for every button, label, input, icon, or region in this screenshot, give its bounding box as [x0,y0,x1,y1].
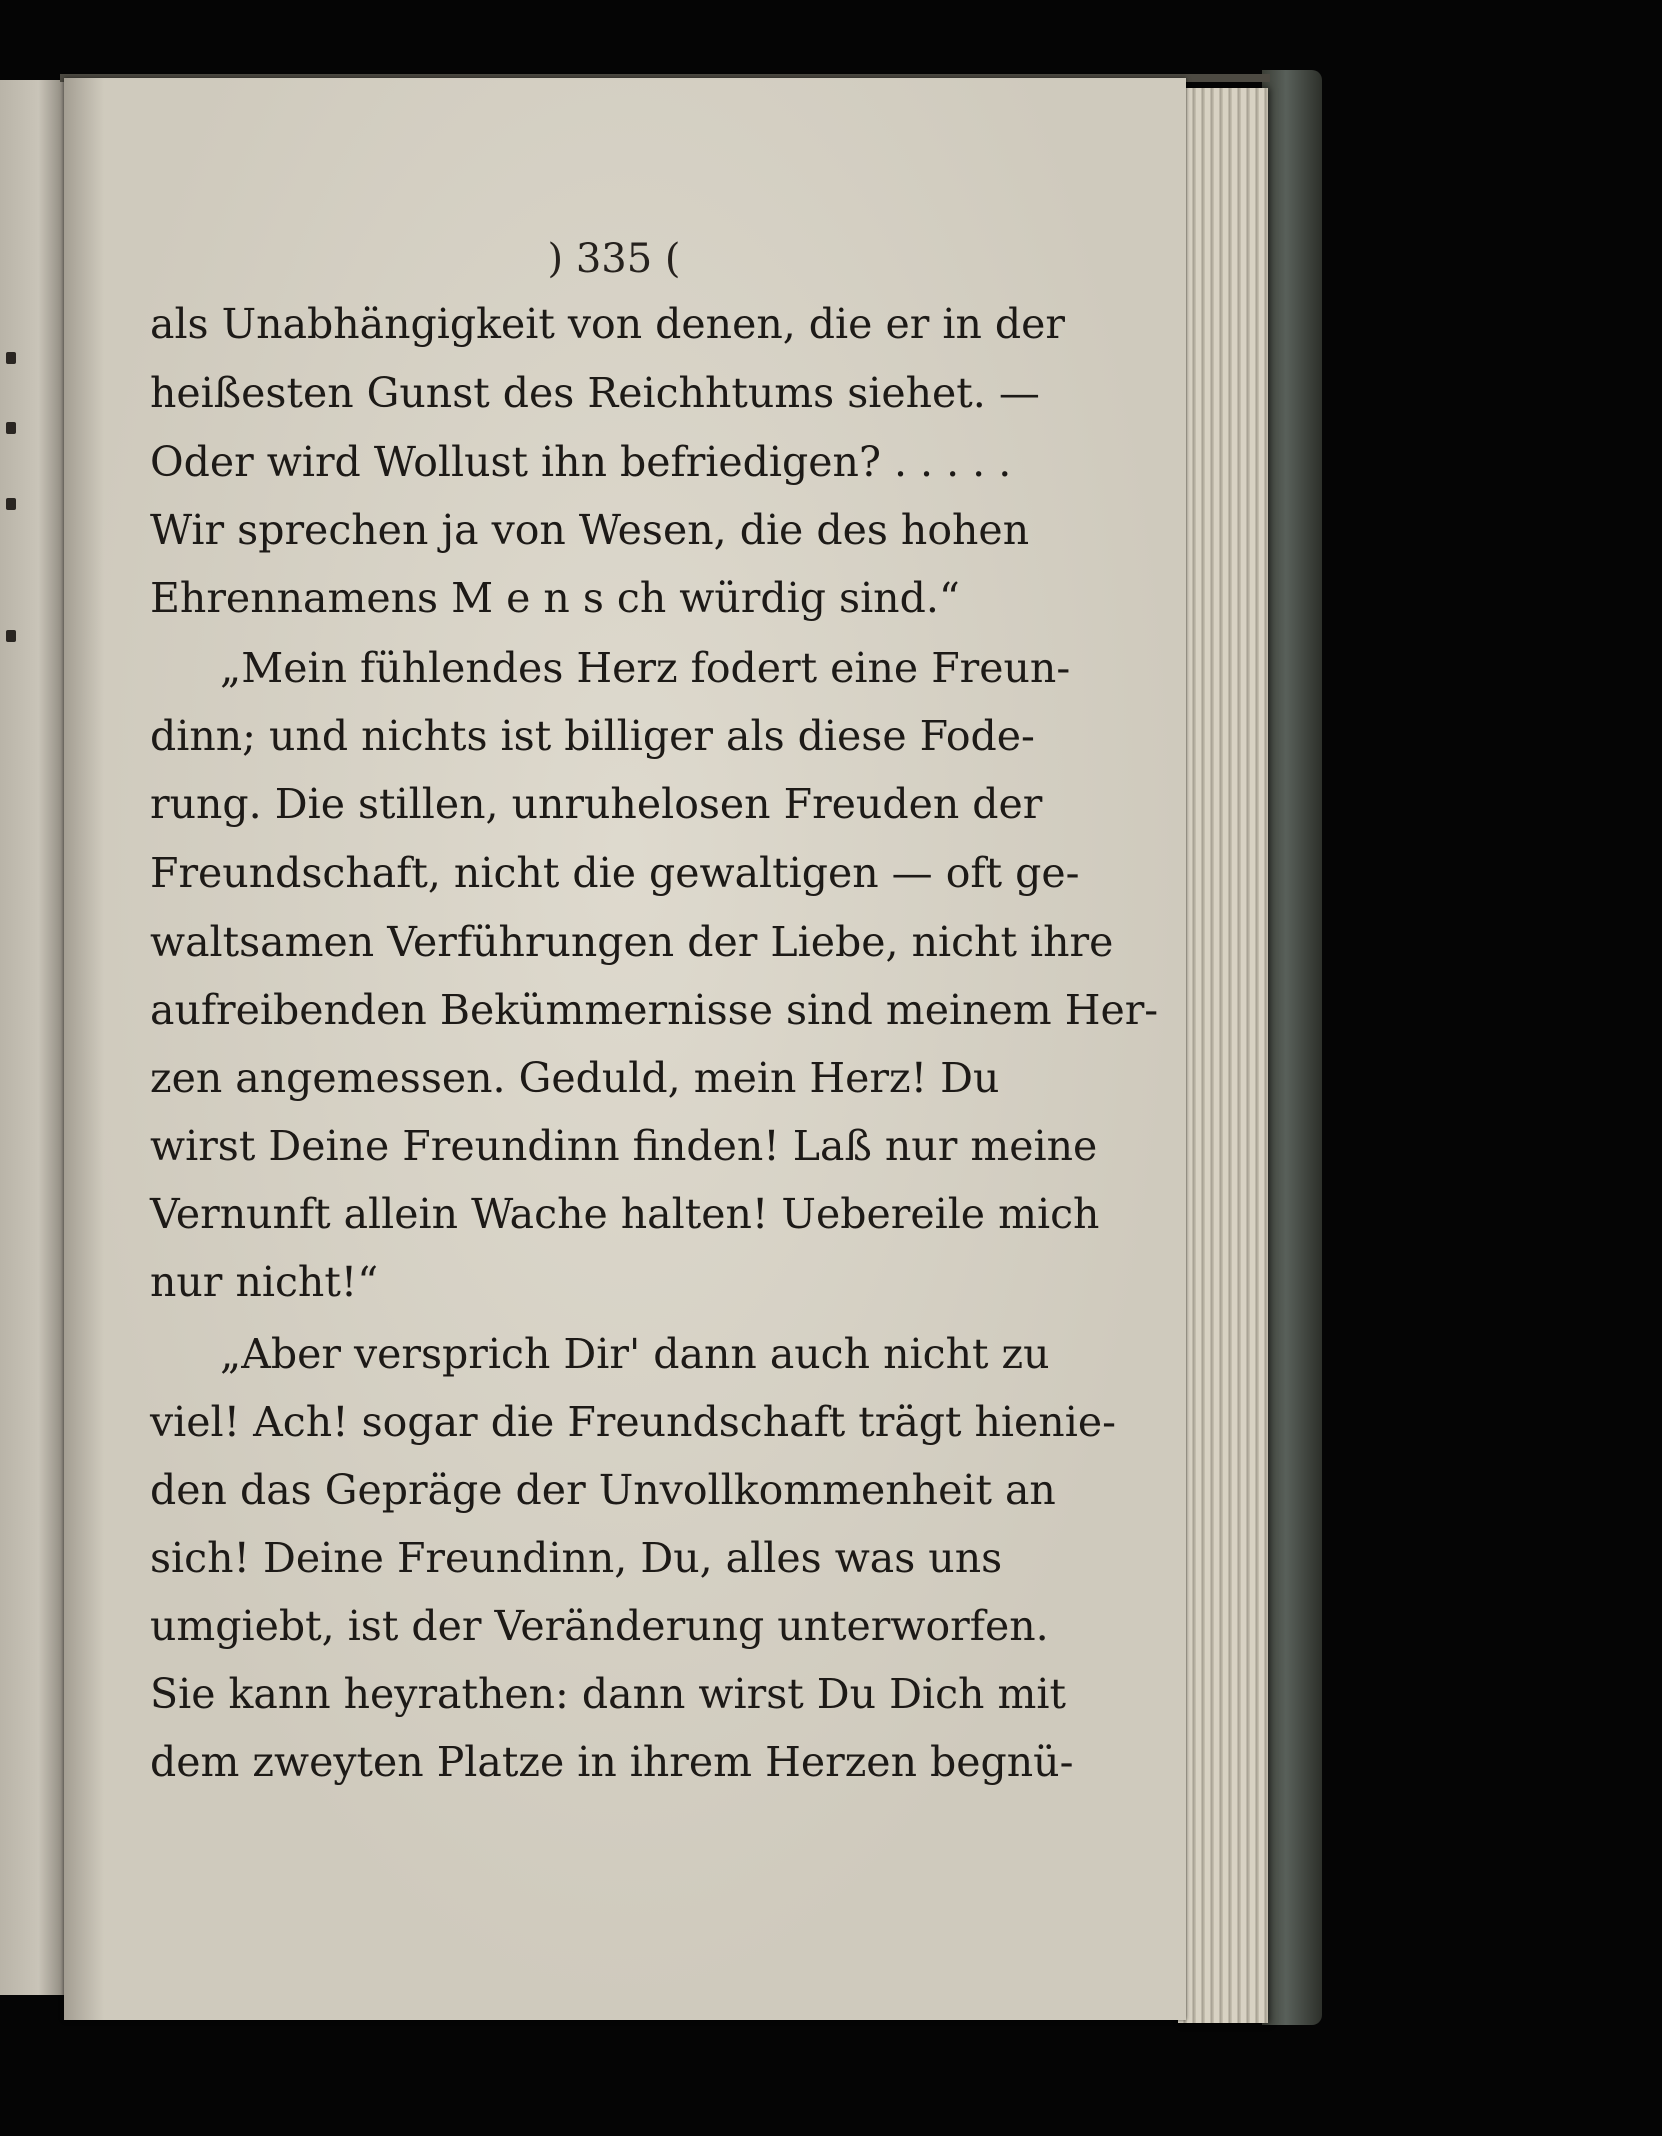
text-line: rung. Die stillen, unruhelosen Freuden der [150,780,1043,828]
page-stack-edges [1178,88,1268,2023]
text-line: viel! Ach! sogar die Freundschaft trägt hienie- [150,1398,1116,1446]
book-cover-edge [1262,70,1322,2025]
ink-mark [6,352,16,364]
text-line: dinn; und nichts ist billiger als diese Fode- [150,712,1035,760]
text-line: zen angemessen. Geduld, mein Herz! Du [150,1054,1000,1102]
text-line: „Aber versprich Dir' dann auch nicht zu [220,1330,1050,1378]
text-line: den das Gepräge der Unvollkommenheit an [150,1466,1056,1514]
ink-mark [6,422,16,434]
book-page [64,78,1186,2020]
text-line: Wir sprechen ja von Wesen, die des hohen [150,506,1030,554]
text-line: aufreibenden Bekümmernisse sind meinem Her- [150,986,1159,1034]
text-line: umgiebt, ist der Veränderung unterworfen. [150,1602,1049,1650]
text-line: heißesten Gunst des Reichhtums siehet. — [150,369,1040,417]
text-line: nur nicht!“ [150,1258,379,1306]
text-line: Ehrennamens M e n s ch würdig sind.“ [150,574,960,622]
text-line: Oder wird Wollust ihn befriedigen? . . . . . [150,438,1012,486]
text-line: sich! Deine Freundinn, Du, alles was uns [150,1534,1003,1582]
previous-page-edge [0,80,64,1995]
text-line: Sie kann heyrathen: dann wirst Du Dich mit [150,1670,1066,1718]
page-number: ) 335 ( [547,236,681,282]
text-line: dem zweyten Platze in ihrem Herzen begnü- [150,1738,1074,1786]
text-line: wirst Deine Freundinn finden! Laß nur meine [150,1122,1098,1170]
ink-mark [6,630,16,642]
text-line: als Unabhängigkeit von denen, die er in der [150,300,1066,348]
text-line: Vernunft allein Wache halten! Uebereile mich [150,1190,1100,1238]
text-line: waltsamen Verführungen der Liebe, nicht ihre [150,918,1114,966]
text-line: Freundschaft, nicht die gewaltigen — oft ge- [150,849,1080,897]
ink-mark [6,498,16,510]
text-line: „Mein fühlendes Herz fodert eine Freun- [220,644,1071,692]
